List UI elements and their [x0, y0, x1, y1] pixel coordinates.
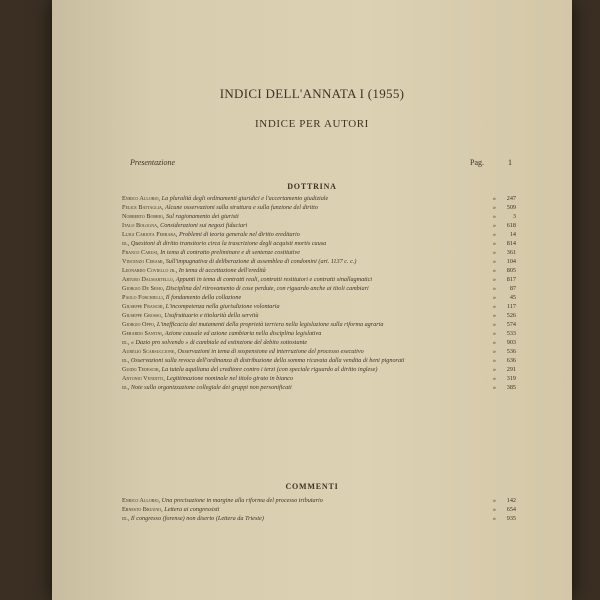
entry-ditto-mark: »: [492, 356, 496, 364]
index-entry: [122, 375, 516, 384]
entry-author: id.,: [122, 383, 130, 391]
entry-author: id.,: [122, 356, 130, 364]
entry-title: Osservazioni sulla revoca dell'ordinanza di distribuzione della somma ricavata dalla vendita di beni pignorati: [130, 356, 405, 364]
entry-title: Questioni di diritto transitorio circa la trascrizione degli acquisti mortis causa: [130, 239, 327, 247]
entry-ditto-mark: »: [492, 266, 496, 274]
index-entry: [122, 195, 516, 204]
index-entry: [122, 213, 516, 222]
page-subtitle: INDICE PER AUTORI: [255, 118, 369, 130]
entry-ditto-mark: »: [492, 293, 496, 301]
entry-author: Italo Bologna,: [122, 221, 159, 229]
entry-page: 574: [506, 320, 516, 328]
dottrina-entries: [122, 195, 516, 393]
index-entry: [122, 384, 516, 393]
index-entry: [122, 357, 516, 366]
presentation-page: 1: [508, 158, 512, 167]
entry-ditto-mark: »: [492, 497, 496, 504]
entry-ditto-mark: »: [492, 311, 496, 319]
entry-author: Giuseppe Franchi,: [122, 302, 165, 310]
entry-ditto-mark: »: [492, 239, 496, 247]
entry-page: 636: [506, 356, 516, 364]
index-entry: [122, 497, 516, 506]
index-entry: [122, 231, 516, 240]
entry-title: « Dazio pro solvendo » di cambiale ed estinzione del debito sottostante: [130, 338, 308, 346]
entry-author: Giuseppe Grosso,: [122, 311, 163, 319]
entry-title: Lettera ai congressisti: [164, 505, 220, 513]
entry-page: 385: [506, 383, 516, 391]
index-entry: [122, 204, 516, 213]
index-entry: [122, 276, 516, 285]
entry-author: id.,: [122, 239, 130, 247]
entry-author: Antonio Venditti,: [122, 374, 165, 382]
index-entry: [122, 312, 516, 321]
index-entry: [122, 222, 516, 231]
entry-title: Azione causale ed azione cambiaria nella disciplina legislativa: [164, 329, 322, 337]
index-entry: [122, 258, 516, 267]
entry-page: 14: [509, 230, 516, 238]
entry-page: 361: [506, 248, 516, 256]
entry-title: Disciplina del ritrovamento di cose perdute, con riguardo anche ai titoli cambiari: [165, 284, 369, 292]
entry-title: In tema di accettazione dell'eredità: [178, 266, 266, 274]
presentation-label: Presentazione: [130, 158, 176, 167]
entry-title: Il congresso (forense) non diserto (Lettera da Trieste): [130, 514, 264, 522]
entry-author: Vincenzo Cerami,: [122, 257, 165, 265]
entry-author: Paolo Forchielli,: [122, 293, 165, 301]
entry-ditto-mark: »: [492, 284, 496, 292]
entry-page: 104: [506, 257, 516, 265]
entry-author: Giorgio De Semo,: [122, 284, 165, 292]
entry-author: Giorgio Oppo,: [122, 320, 156, 328]
entry-title: Appunti in tema di contratti reali, contratti restitutori e contratti sinallagmatici: [175, 275, 373, 283]
entry-ditto-mark: »: [492, 505, 496, 513]
entry-page: 618: [506, 221, 516, 229]
entry-title: L'incompetenza nella giurisdizione volontaria: [165, 302, 280, 310]
entry-ditto-mark: »: [492, 365, 496, 373]
entry-page: 805: [506, 266, 516, 274]
entry-title: Osservazioni in tema di sospensione ed interruzione del processo esecutivo: [177, 347, 364, 355]
book-page: [52, 0, 572, 600]
index-entry: [122, 267, 516, 276]
entry-ditto-mark: »: [492, 329, 496, 337]
entry-author: Leonardo Coviello jr.,: [122, 266, 178, 274]
entry-ditto-mark: »: [492, 230, 496, 238]
entry-page: 654: [506, 505, 516, 513]
index-entry: [122, 339, 516, 348]
entry-ditto-mark: »: [492, 195, 496, 202]
entry-title: Note sulla organizzazione collegiale dei gruppi non personificati: [130, 383, 292, 391]
entry-title: Legittimazione nominale nel titolo girato in bianco: [166, 374, 293, 382]
entry-author: Enrico Allorio,: [122, 195, 161, 202]
entry-ditto-mark: »: [492, 275, 496, 283]
entry-author: Guido Tedeschi,: [122, 365, 161, 373]
entry-author: Gerardo Santini,: [122, 329, 164, 337]
index-entry: [122, 506, 516, 515]
entry-page: 814: [506, 239, 516, 247]
index-entry: [122, 240, 516, 249]
entry-page: 45: [509, 293, 516, 301]
entry-author: Ernesto Bruuno,: [122, 505, 163, 513]
entry-page: 87: [509, 284, 516, 292]
entry-title: Considerazioni sui negozi fiduciari: [160, 221, 248, 229]
entry-page: 903: [506, 338, 516, 346]
entry-title: Sull'impugnativa di deliberazione di assemblea di condomini (art. 1137 c. c.): [165, 257, 357, 265]
entry-author: Arturo Dalmartello,: [122, 275, 175, 283]
entry-title: La pluralità degli ordinamenti giuridici e l'accertamento giudiziale: [161, 195, 329, 202]
section-heading-dottrina: DOTTRINA: [287, 182, 337, 191]
index-entry: [122, 330, 516, 339]
entry-page: 3: [512, 212, 516, 220]
entry-title: Sul ragionamento dei giuristi: [166, 212, 239, 220]
entry-title: La tutela aquiliana del creditore contro i terzi (con speciale riguardo al diritto inglese): [161, 365, 378, 373]
entry-page: 142: [506, 497, 516, 504]
commenti-entries: [122, 497, 516, 524]
entry-author: Franco Carusi,: [122, 248, 159, 256]
entry-title: In tema di contratto preliminare e di sentenze costitutive: [160, 248, 300, 256]
entry-ditto-mark: »: [492, 221, 496, 229]
entry-author: Luigi Cariota Ferrara,: [122, 230, 178, 238]
entry-ditto-mark: »: [492, 302, 496, 310]
presentation-pag-label: Pag.: [470, 158, 484, 167]
entry-page: 247: [506, 195, 516, 202]
entry-ditto-mark: »: [492, 203, 496, 211]
entry-ditto-mark: »: [492, 257, 496, 265]
entry-author: id.,: [122, 514, 130, 522]
entry-author: Enrico Allorio,: [122, 497, 161, 504]
entry-author: Aurelio Scarsuccione,: [122, 347, 176, 355]
entry-ditto-mark: »: [492, 383, 496, 391]
index-entry: [122, 294, 516, 303]
entry-ditto-mark: »: [492, 374, 496, 382]
entry-title: Usufruttuario e titolarità della servitù: [164, 311, 259, 319]
entry-page: 935: [506, 514, 516, 522]
entry-title: Una precisazione in margine alla riforma del processo tributario: [161, 497, 323, 504]
entry-page: 117: [506, 302, 516, 310]
section-heading-commenti: COMMENTI: [285, 482, 339, 491]
entry-title: Alcune osservazioni sulla struttura e sulla funzione del diritto: [165, 203, 318, 211]
entry-page: 533: [506, 329, 516, 337]
index-entry: [122, 321, 516, 330]
entry-author: Norberto Bobbio,: [122, 212, 165, 220]
entry-ditto-mark: »: [492, 248, 496, 256]
entry-page: 509: [506, 203, 516, 211]
entry-page: 526: [506, 311, 516, 319]
entry-ditto-mark: »: [492, 347, 496, 355]
entry-page: 536: [506, 347, 516, 355]
entry-title: L'inefficacia dei mutamenti della proprietà terriera nella legislazione sulla riforma agraria: [156, 320, 384, 328]
page-title: INDICI DELL'ANNATA I (1955): [219, 86, 405, 101]
entry-ditto-mark: »: [492, 338, 496, 346]
index-entry: [122, 515, 516, 524]
entry-author: Felice Battaglia,: [122, 203, 164, 211]
entry-ditto-mark: »: [492, 320, 496, 328]
entry-ditto-mark: »: [492, 514, 496, 522]
entry-page: 817: [506, 275, 516, 283]
index-entry: [122, 249, 516, 258]
entry-title: Problemi di teoria generale nel diritto ereditario: [179, 230, 300, 238]
entry-ditto-mark: »: [492, 212, 496, 220]
entry-page: 291: [506, 365, 516, 373]
index-entry: [122, 285, 516, 294]
index-entry: [122, 348, 516, 357]
entry-author: id.,: [122, 338, 130, 346]
index-entry: [122, 303, 516, 312]
entry-title: Il fondamento della collazione: [165, 293, 242, 301]
index-entry: [122, 366, 516, 375]
entry-page: 319: [506, 374, 516, 382]
